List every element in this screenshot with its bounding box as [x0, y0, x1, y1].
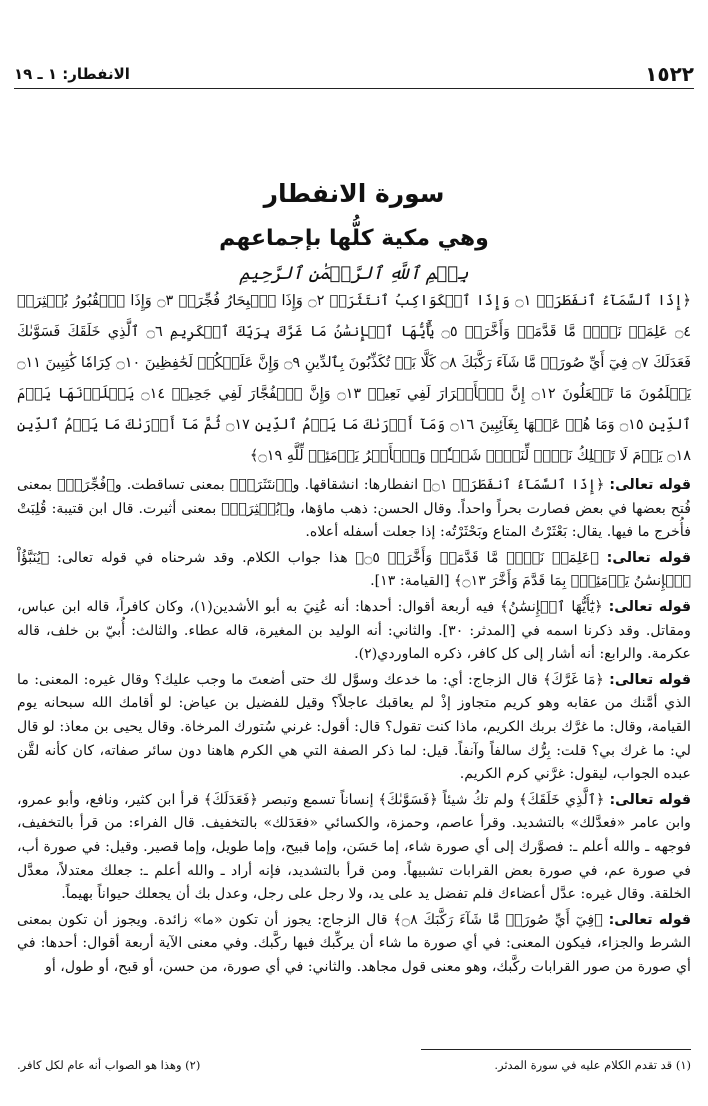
paragraph-label: قوله تعالى:: [608, 598, 691, 615]
page-header: [14, 60, 694, 89]
paragraph-label: قوله تعالى:: [608, 911, 692, 928]
commentary-paragraph-3: [17, 596, 691, 667]
surah-title: سورة الانفطار: [263, 179, 445, 208]
basmala: بِسۡمِ ٱللَّهِ ٱلرَّحۡمَٰنِ ٱلرَّحِيمِ: [239, 263, 469, 284]
paragraph-text: ﴿فِيٓ أَيِّ صُورَةٖ مَّا شَآءَ رَكَّبَكَ ۝٨﴾ قال الزجاج: يجوز أن تكون «ما» زائدة. ويجوز أن تكون بمعنى الشرط والجزاء، فيكون المعنى: في أي صورة ما شاء أن يركِّبك فيها ركَّبك. وفي معنى الآية أربعة أقوال: أحدها: في أي صورة من صور القرابات ركَّبك، وهو معنى قول مجاهد. والثاني: في أي صورة، من حسن، أو قبح، أو طول، أو: [17, 911, 691, 975]
paragraph-text: ﴿إِذَا ٱلسَّمَآءُ ٱنفَطَرَتۡ ۝١﴾ انفطارها: انشقاقها. و﴿ٱنتَثَرَتۡ﴾ بمعنى تساقطت. و﴿فُجِّرَتۡ﴾ بمعنى فُتح بعضها في بعض فصارت بحراً واحداً. وقال الحسن: ذهب ماؤها، و﴿بُعۡثِرَتۡ﴾ بمعنى أثيرت. قال ابن قتيبة: قُلِبَتْ فأُخرج ما فيها. يقال: بَعْثَرْتُ المتاع وبَحْثَرْتُه: إذا جعلت أسفله أعلاه.: [17, 477, 691, 541]
footnote-divider: [421, 1049, 691, 1050]
quran-verses: ﴿إِذَا ٱلسَّمَآءُ ٱنفَطَرَتۡ ۝١ وَإِذَا ٱلۡكَوَاكِبُ ٱنتَثَرَتۡ ۝٢ وَإِذَا ٱلۡبِحَارُ فُجِّرَتۡ ۝٣ وَإِذَا ٱلۡقُبُورُ بُعۡثِرَتۡ ۝٤ عَلِمَتۡ نَفۡسٞ مَّا قَدَّمَتۡ وَأَخَّرَتۡ ۝٥ يَٰٓأَيُّهَا ٱلۡإِنسَٰنُ مَا غَرَّكَ بِرَبِّكَ ٱلۡكَرِيمِ ۝٦ ٱلَّذِي خَلَقَكَ فَسَوَّىٰكَ فَعَدَلَكَ ۝٧ فِيٓ أَيِّ صُورَةٖ مَّا شَآءَ رَكَّبَكَ ۝٨ كَلَّا بَلۡ تُكَذِّبُونَ بِٱلدِّينِ ۝٩ وَإِنَّ عَلَيۡكُمۡ لَحَٰفِظِينَ ۝١٠ كِرَامٗا كَٰتِبِينَ ۝١١ يَعۡلَمُونَ مَا تَفۡعَلُونَ ۝١٢ إِنَّ ٱلۡأَبۡرَارَ لَفِي نَعِيمٖ ۝١٣ وَإِنَّ ٱلۡفُجَّارَ لَفِي جَحِيمٖ ۝١٤ يَصۡلَوۡنَهَا يَوۡمَ ٱلدِّينِ ۝١٥ وَمَا هُمۡ عَنۡهَا بِغَآئِبِينَ ۝١٦ وَمَآ أَدۡرَىٰكَ مَا يَوۡمُ ٱلدِّينِ ۝١٧ ثُمَّ مَآ أَدۡرَىٰكَ مَا يَوۡمُ ٱلدِّينِ ۝١٨ يَوۡمَ لَا تَمۡلِكُ نَفۡسٞ لِّنَفۡسٖ شَيۡـٔٗاۖ وَٱلۡأَمۡرُ يَوۡمَئِذٖ لِّلَّهِ ۝١٩﴾: [16, 293, 692, 464]
running-head: الانفطار: ١ ـ ١٩: [14, 65, 130, 83]
paragraph-label: قوله تعالى:: [609, 791, 691, 808]
footnote-2: (٢) وهذا هو الصواب أنه عام لكل كافر.: [17, 1058, 201, 1072]
paragraph-text: ﴿يَٰٓأَيُّهَا ٱلۡإِنسَٰنُ﴾ فيه أربعة أقوال: أحدها: أنه عُنِيَ به أبو الأشدين(١)، وكان كافراً، قاله ابن عباس، ومقاتل. وقد ذكرنا اسمه في [المدثر: ٣٠]. والثاني: أنه الوليد بن المغيرة، قاله عطاء. والثالث: أُبيّ بن خلف، قاله عكرمة. والرابع: أنه أشار إلى كل كافر، ذكره الماوردي(٢).: [17, 598, 692, 663]
surah-subtitle: وهي مكية كلُّها بإجماعهم: [219, 226, 489, 251]
commentary-paragraph-4: [17, 669, 691, 787]
paragraph-text: ﴿مَا غَرَّكَ﴾ قال الزجاج: أي: ما خدعك وسوَّل لك حتى أضعتَ ما وجب عليك؟ وقال غيره: المعنى: ما الذي أمَّنك من عقابه وهو كريم متجاوز إذْ لم يعاقبك عاجلاً؟ وقيل للفضيل بن عياض: لو أقامك الله سبحانه يوم القيامة، وقال: ما غرَّك بربك الكريم، ماذا كنت تقول؟ قال: أقول: غرني سُتورك المرخاة. وقال يحيى بن معاذ: لو قال لي: ما غرك بي؟ قلت: بِرُّك سالفاً وآنفاً. قيل: لما ذكر الصفة التي هي الكرم هاهنا دون سائر صفاته، كان كأنه لقَّن عبده الجواب، ليقول: غرَّني كرم الكريم.: [17, 671, 691, 783]
commentary-paragraph-1: [17, 474, 691, 545]
commentary-paragraph-2: [17, 547, 691, 594]
title-block: [40, 176, 668, 288]
paragraph-label: قوله تعالى:: [609, 671, 691, 688]
paragraph-label: قوله تعالى:: [609, 477, 691, 493]
page-number: ١٥٢٢: [645, 62, 694, 86]
commentary-body: [17, 286, 691, 981]
paragraph-text: ﴿عَلِمَتۡ نَفۡسٞ مَّا قَدَّمَتۡ وَأَخَّرَتۡ ۝٥﴾ هذا جواب الكلام. وقد شرحناه في قوله تعالى: ﴿يُنَبَّؤُاْ ٱلۡإِنسَٰنُ يَوۡمَئِذِۭ بِمَا قَدَّمَ وَأَخَّرَ ۝١٣﴾ [القيامة: ١٣].: [17, 549, 691, 590]
paragraph-text: ﴿ٱلَّذِي خَلَقَكَ﴾ ولم تكُ شيئاً ﴿فَسَوَّىٰكَ﴾ إنساناً تسمع وتبصر ﴿فَعَدَلَكَ﴾ قرأ ابن كثير، ونافع، وأبو عمرو، وابن عامر «فعدَّلك» بالتشديد. وقرأ عاصم، وحمزة، والكسائي «فعَدَلك» بالتخفيف. قال الفراء: من قرأ بالتخفيف، فوجهه ـ والله أعلم ـ: فصوَّرك إلى أي صورة شاء، إما حَسَن، وإما قبيح، وإما طويل، وإما قصير. وقيل: في صورة أب، في صورة عم، في صورة بعض القرابات تشبيهاً. ومن قرأ بالتشديد، فإنه أراد ـ والله أعلم ـ: جعلك معتدلاً، معدَّل الخلقة. وقال غيره: عدَّل أعضاءك فلم تفضل يد على يد، ولا رجل على رجل، وعدل بك أن يجعلك حيواناً بهيماً.: [17, 791, 691, 903]
footnote-1: (١) قد تقدم الكلام عليه في سورة المدثر.: [494, 1058, 691, 1072]
commentary-paragraph-6: [17, 909, 691, 980]
paragraph-label: قوله تعالى:: [606, 549, 691, 566]
commentary-paragraph-5: [17, 789, 691, 907]
footnotes: [17, 1056, 691, 1074]
